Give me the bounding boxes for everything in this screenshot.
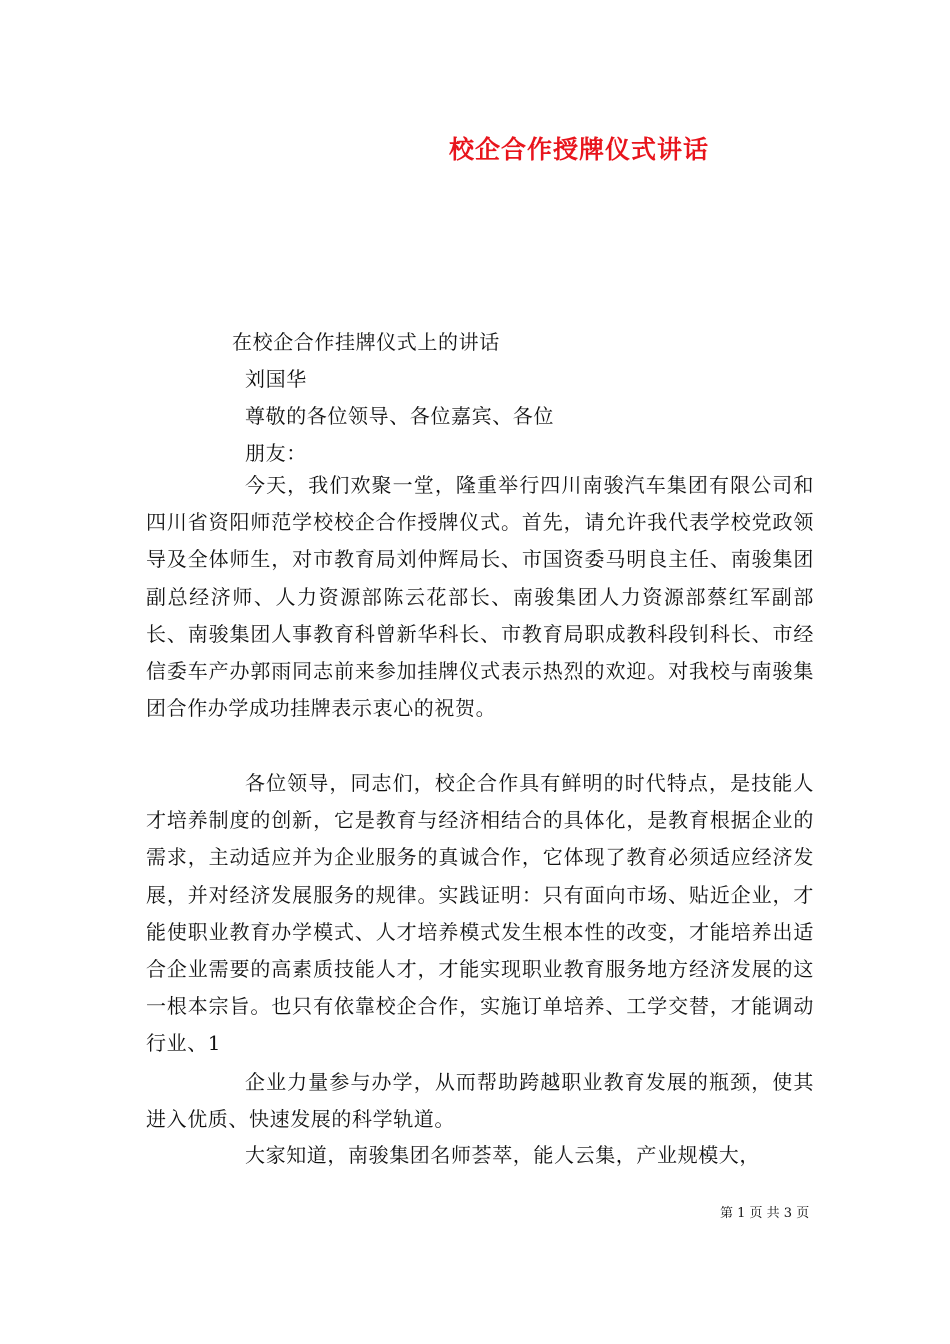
body-paragraph-3-block	[146, 1064, 814, 1138]
speech-subtitle: 在校企合作挂牌仪式上的讲话	[232, 330, 500, 354]
body-paragraph-4-block	[146, 1137, 814, 1174]
body-paragraph: 各位领导，同志们，校企合作具有鲜明的时代特点，是技能人才培养制度的创新，它是教育与经济相结合的具体化，是教育根据企业的需求，主动适应并为企业服务的真诚合作，它体现了教育必须适应经济发展，并对经济发展服务的规律。实践证明：只有面向市场、贴近企业，才能使职业教育办学模式、人才培养模式发生根本性的改变，才能培养出适合企业需要的高素质技能人才，才能实现职业教育服务地方经济发展的这一根本宗旨。也只有依靠校企合作，实施订单培养、工学交替，才能调动行业、1	[146, 771, 814, 1056]
salutation-line-1: 尊敬的各位领导、各位嘉宾、各位	[245, 404, 554, 428]
salutation-line-2: 朋友：	[245, 441, 307, 465]
page-number: 第 1 页 共 3 页	[720, 1206, 810, 1221]
body-paragraph: 企业力量参与办学，从而帮助跨越职业教育发展的瓶颈，使其进入优质、快速发展的科学轨道。	[146, 1070, 814, 1132]
body-paragraph: 今天，我们欢聚一堂，隆重举行四川南骏汽车集团有限公司和四川省资阳师范学校校企合作授牌仪式。首先，请允许我代表学校党政领导及全体师生，对市教育局刘仲辉局长、市国资委马明良主任、南骏集团副总经济师、人力资源部陈云花部长、南骏集团人力资源部蔡红军副部长、南骏集团人事教育科曾新华科长、市教育局职成教科段钊科长、市经信委车产办郭雨同志前来参加挂牌仪式表示热烈的欢迎。对我校与南骏集团合作办学成功挂牌表示衷心的祝贺。	[146, 473, 814, 721]
body-paragraph: 大家知道，南骏集团名师荟萃，能人云集，产业规模大，	[245, 1143, 760, 1167]
document-title: 校企合作授牌仪式讲话	[449, 135, 710, 164]
speaker-name: 刘国华	[245, 367, 307, 391]
body-paragraph-1-block	[146, 467, 814, 727]
body-paragraph-2-block	[146, 765, 814, 1063]
